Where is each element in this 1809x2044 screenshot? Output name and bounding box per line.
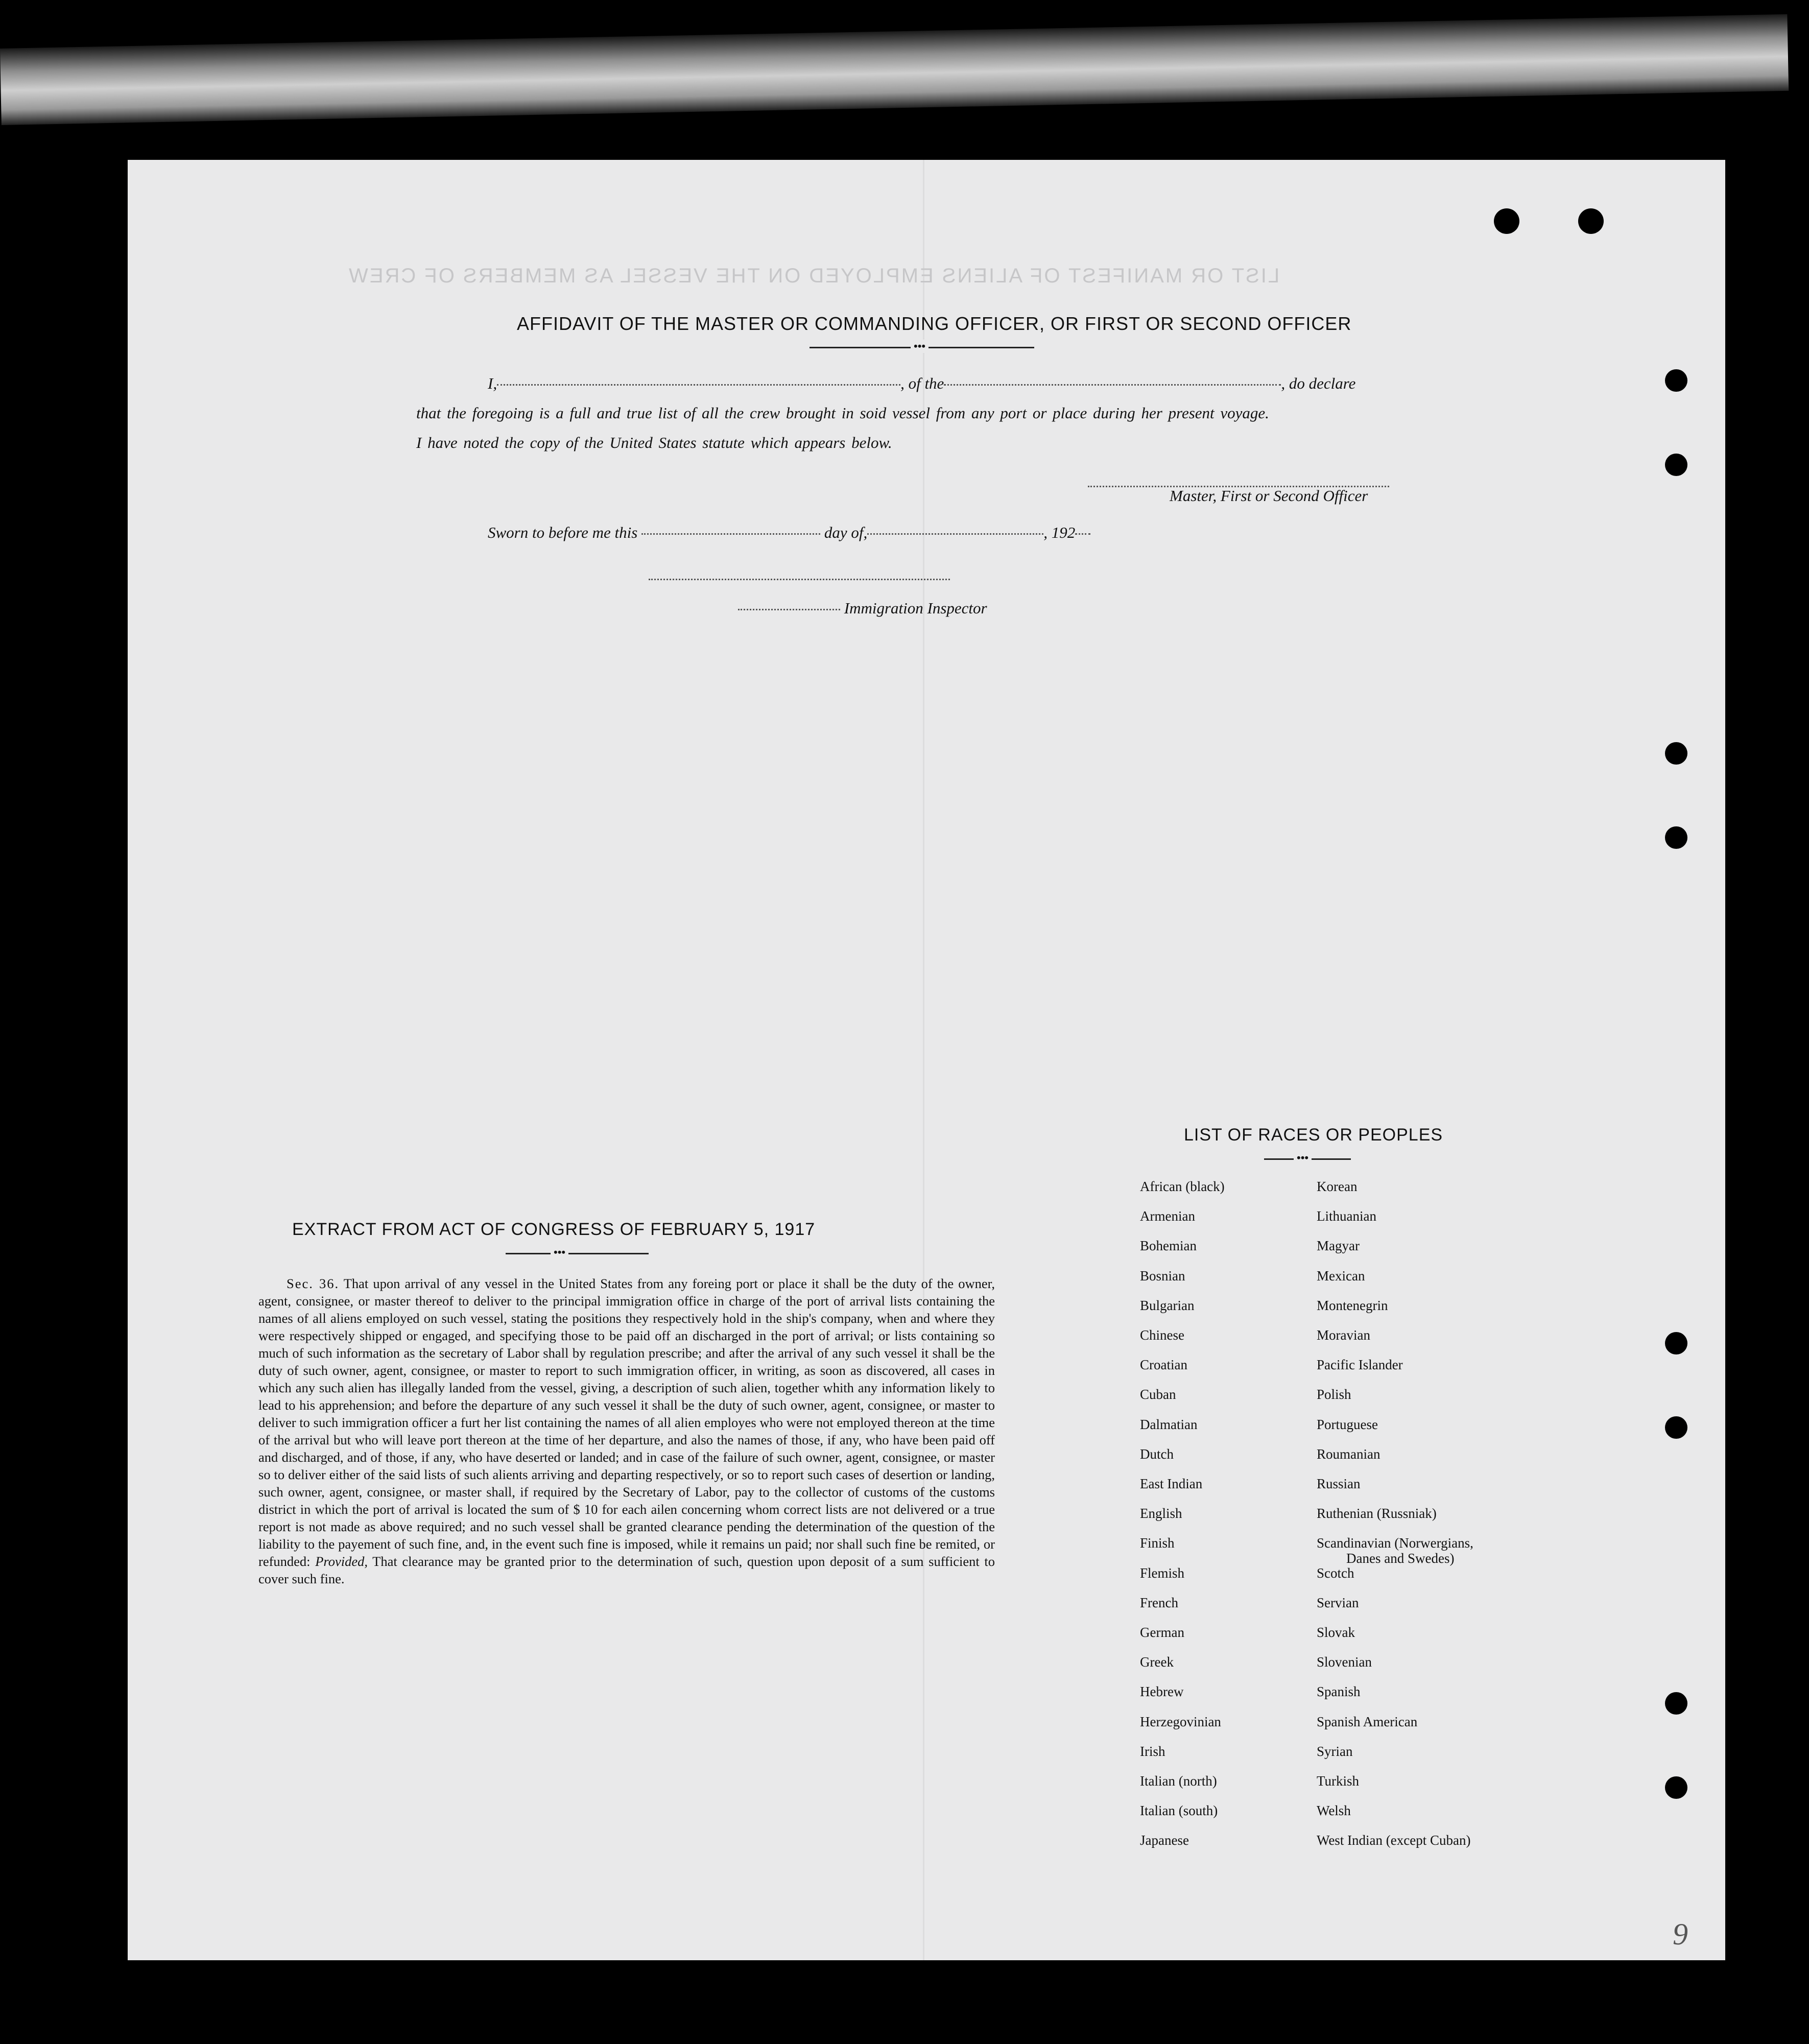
race-item: Japanese [1140, 1833, 1189, 1848]
day-of-text: day of, [824, 524, 868, 541]
name-blank [497, 384, 900, 386]
race-item: Slovak [1317, 1625, 1355, 1640]
race-item: Croatian [1140, 1357, 1187, 1373]
race-item: Syrian [1317, 1743, 1353, 1759]
extract-text-main: That upon arrival of any vessel in the United States from any foreing port or place it shall be the duty of the owner, agent, consignee, or master thereof to deliver to the principal immigration office in charge of the port of arrival lists containing the names of all aliens employed on such vessel, stating the positions they respectively hold in the ship's company, when and where they were respectively shipped or engaged, and specifying those to be paid off an discharged in the port of arrival; or lists containing so much of such information as the secretary of Labor shall by regulation prescribe; and after the arrival of any such vessel it shall be the duty of such owner, agent, consignee, or master to report to such immigration officer, in writing, as soon as discovered, all cases in which any such alien has illegally landed from the vessel, giving, a description of such alien, together whith any information likely to lead to his apprehension; and before the departure of any such vessel it shall be the duty of such owner, agent, consignee, or master to deliver to such immigration officer a furt her list containing the names of all alien employes who were not employed thereon at the time of the arrival but who will leave port thereon at the time of her departure, and also the names of those, if any, who have been paid off and discharged, and of those, if any, who have deserted or landed; and in case of the failure of such owner, agent, consignee, or master so to deliver either of the said lists of such alients arriving and departing respectively, or so to report such cases of desertion or landing, such owner, agent, consignee, or master shall, if required by the Secretary of Labor, pay to the collector of customs of the customs district in which the port of arrival is located the sum of $ 10 for each ailen concerning whom correct lists are not delivered or a true report is not made as above required; and no such vessel shall be granted clearance pending the determination of the question of the liability to the payement of such fine, and, in the event such fine is imposed, while it remains un paid; nor shall such fine be remited, or refunded: [258, 1276, 995, 1569]
race-item: Flemish [1140, 1565, 1185, 1581]
race-item: Irish [1140, 1743, 1165, 1759]
race-item: Greek [1140, 1654, 1174, 1670]
top-scan-strip [0, 14, 1789, 125]
race-item: Spanish American [1317, 1714, 1418, 1729]
punch-hole [1578, 208, 1604, 234]
race-item: Pacific Islander [1317, 1357, 1403, 1373]
bleed-through-header: LIST OR MANIFEST OF ALIENS EMPLOYED ON THE VESSEL AS MEMBERS OF CREW [347, 265, 1280, 287]
race-item: Armenian [1140, 1208, 1195, 1224]
inspector-label: Immigration Inspector [844, 599, 987, 617]
sworn-text: Sworn to before me this [488, 524, 638, 541]
document-page [128, 160, 1725, 1960]
affidavit-line3: I have noted the copy of the United States statute which appears below. [416, 434, 892, 451]
race-item: German [1140, 1625, 1184, 1640]
race-item: Russian [1317, 1476, 1361, 1491]
inspector-signature-line [649, 575, 950, 584]
race-item: Magyar [1317, 1238, 1360, 1254]
provided-word: Provided, [315, 1554, 368, 1569]
race-item: Ruthenian (Russniak) [1317, 1506, 1437, 1522]
race-item: Moravian [1317, 1327, 1370, 1343]
race-item: Roumanian [1317, 1446, 1380, 1462]
race-item: Servian [1317, 1595, 1359, 1610]
affidavit-line2: that the foregoing is a full and true list of all the crew brought in soid vessel from any port or place during her present voyage. [416, 404, 1269, 422]
affidavit-i: I, [488, 374, 497, 392]
punch-hole [1665, 1692, 1687, 1715]
race-item: Lithuanian [1317, 1208, 1376, 1224]
punch-hole [1665, 369, 1687, 392]
punch-hole [1665, 826, 1687, 849]
affidavit-of-the: , of the [900, 374, 944, 392]
year-blank [1075, 533, 1090, 535]
races-title-ornament: ••• [1294, 1151, 1312, 1164]
race-item: Welsh [1317, 1803, 1351, 1819]
race-item: Chinese [1140, 1327, 1184, 1343]
race-item: Spanish [1317, 1684, 1361, 1700]
race-item: Mexican [1317, 1268, 1365, 1284]
affidavit-line1 [488, 374, 1355, 393]
punch-hole [1665, 1332, 1687, 1354]
race-item: Cuban [1140, 1387, 1176, 1403]
race-item: West Indian (except Cuban) [1317, 1833, 1471, 1848]
race-item: Portuguese [1317, 1416, 1378, 1432]
affidavit-declare: , do declare [1281, 374, 1356, 392]
race-item-scandinavian-cont: Danes and Swedes) [1346, 1551, 1455, 1566]
race-item: Bohemian [1140, 1238, 1197, 1254]
race-item: English [1140, 1506, 1182, 1522]
inspector-line [738, 599, 987, 617]
race-item: French [1140, 1595, 1178, 1610]
race-item: Finish [1140, 1535, 1175, 1551]
race-item: Italian (south) [1140, 1803, 1218, 1819]
race-item: Herzegovinian [1140, 1714, 1221, 1729]
extract-title: EXTRACT FROM ACT OF CONGRESS OF FEBRUARY 5, 1917 [292, 1220, 816, 1239]
extract-body [258, 1275, 995, 1587]
race-item: Hebrew [1140, 1684, 1184, 1700]
race-item: Slovenian [1317, 1654, 1372, 1670]
races-title: LIST OF RACES OR PEOPLES [1184, 1125, 1443, 1145]
margin-mark: 9 [1673, 1917, 1688, 1951]
center-fold [923, 160, 924, 1960]
race-item: Scandinavian (Norwergians, [1317, 1535, 1473, 1551]
extract-text-end: That clearance may be granted prior to the determination of such, question upon deposit of a sum sufficient to cover such fine. [258, 1554, 995, 1586]
affidavit-title-ornament: ••• [911, 340, 929, 353]
race-item: Bosnian [1140, 1268, 1185, 1284]
sworn-line [488, 524, 1090, 542]
punch-hole [1665, 742, 1687, 765]
race-item: Scotch [1317, 1565, 1354, 1581]
year-text: , 192 [1043, 524, 1076, 541]
vessel-blank [944, 384, 1281, 386]
sworn-month-blank [867, 533, 1043, 535]
race-item: Dalmatian [1140, 1416, 1198, 1432]
race-item: Polish [1317, 1387, 1351, 1403]
race-item: Turkish [1317, 1773, 1360, 1789]
punch-hole [1665, 1776, 1687, 1799]
extract-title-ornament: ••• [551, 1246, 568, 1259]
affidavit-title: AFFIDAVIT OF THE MASTER OR COMMANDING OFFICER, OR FIRST OR SECOND OFFICER [517, 313, 1352, 334]
race-item: East Indian [1140, 1476, 1203, 1491]
punch-hole [1665, 454, 1687, 476]
race-item: Bulgarian [1140, 1297, 1195, 1313]
race-item: Italian (north) [1140, 1773, 1217, 1789]
race-item: Korean [1317, 1179, 1358, 1194]
punch-hole [1494, 208, 1519, 234]
race-item: African (black) [1140, 1179, 1225, 1194]
section-label: Sec. 36. [287, 1276, 340, 1291]
sworn-day-blank [641, 533, 820, 535]
extract-title-rule [506, 1253, 649, 1254]
race-item: Dutch [1140, 1446, 1174, 1462]
race-item: Montenegrin [1317, 1297, 1388, 1313]
master-label: Master, First or Second Officer [1170, 487, 1368, 505]
punch-hole [1665, 1416, 1687, 1439]
